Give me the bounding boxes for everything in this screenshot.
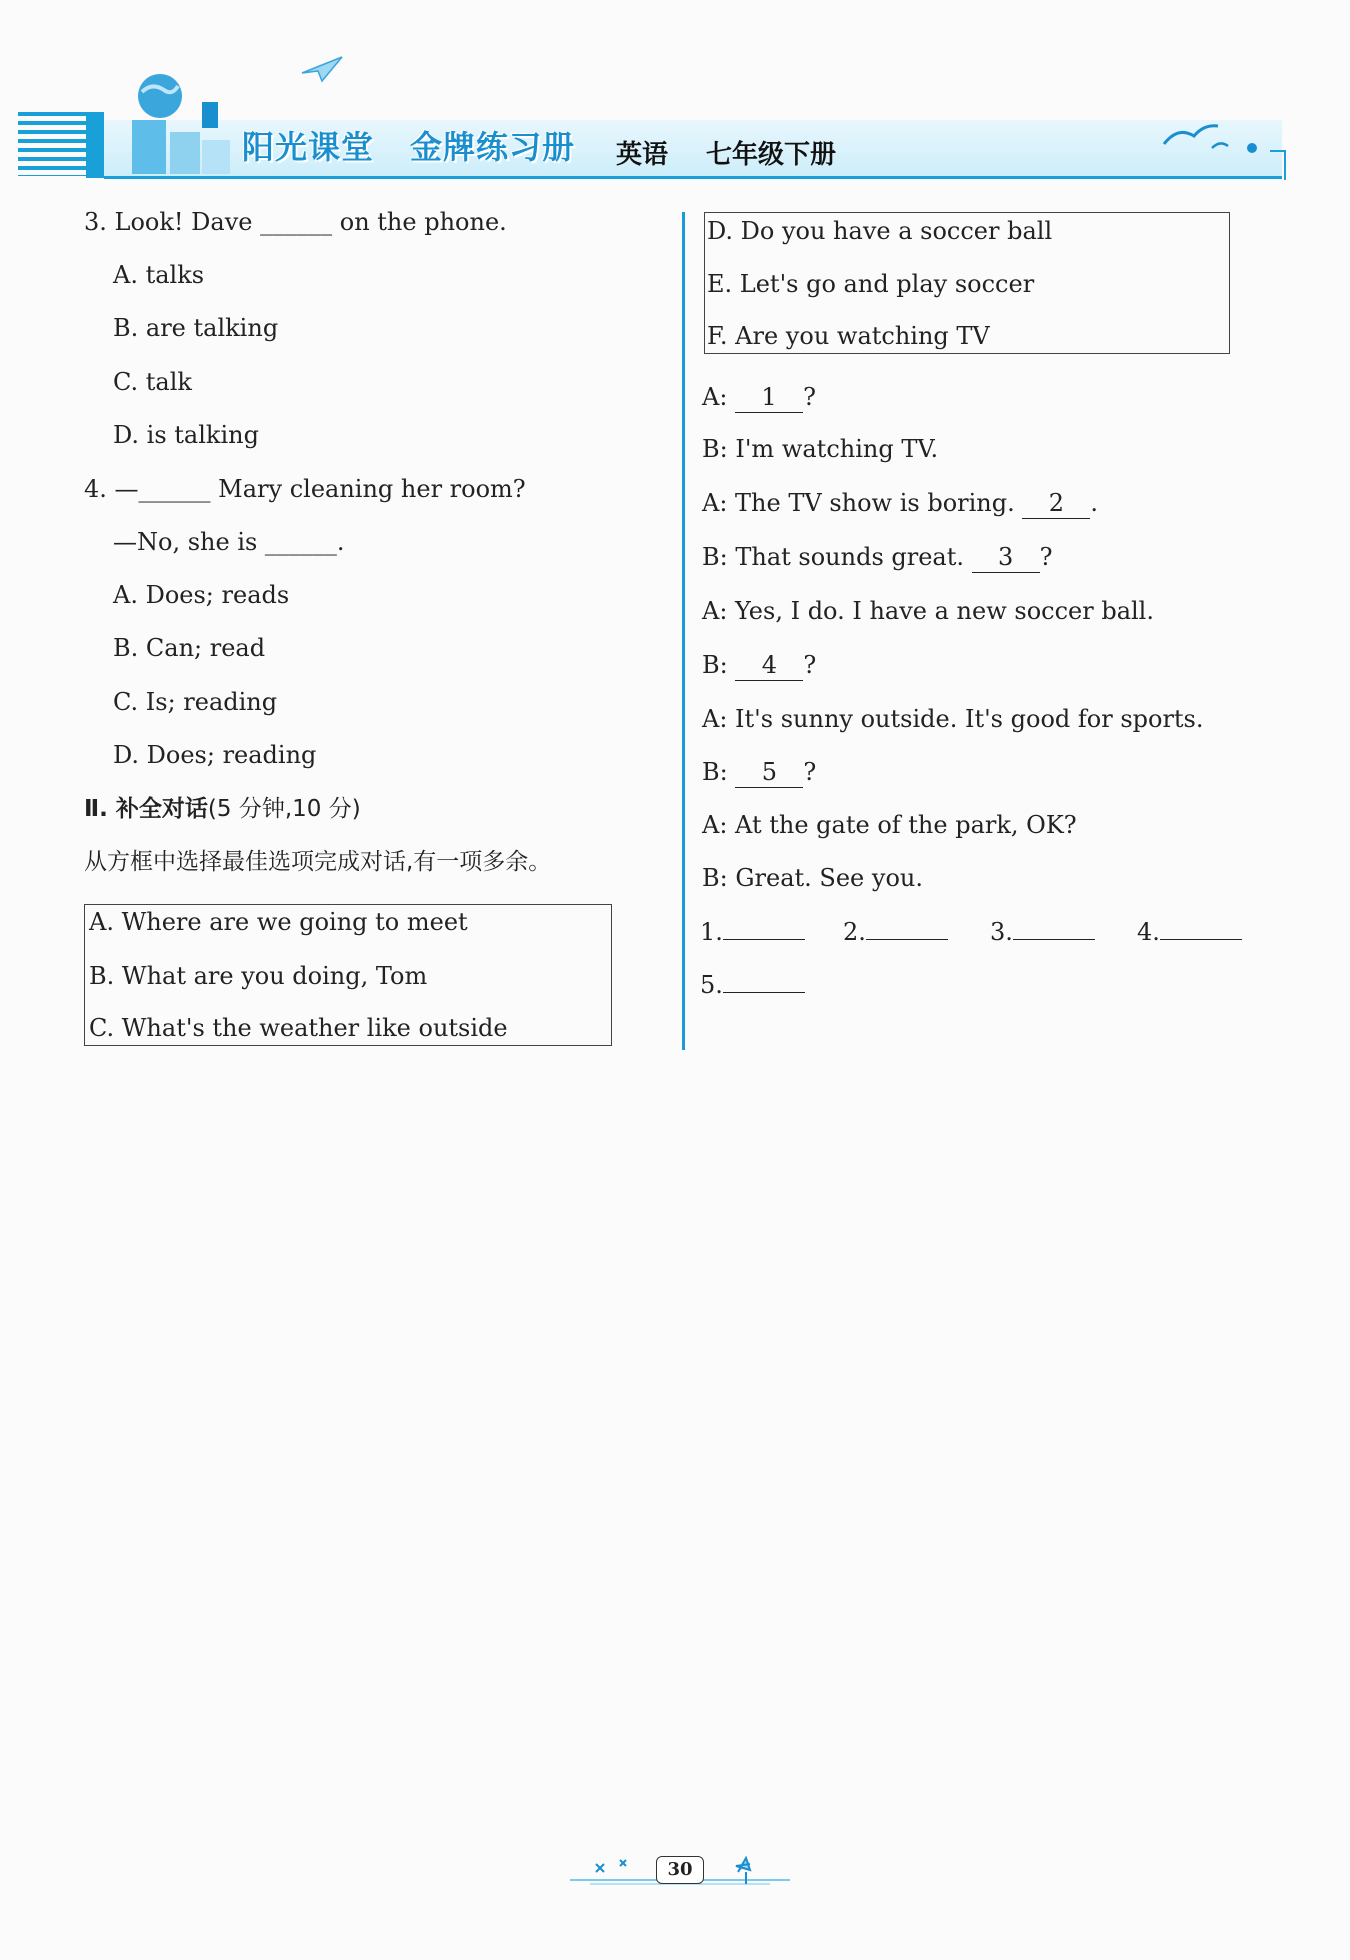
brand-name: 阳光课堂 [242,128,375,166]
answer-line-1: 1. [700,917,805,947]
answer-field-5[interactable] [723,970,805,993]
dialogue-line: A: It's sunny outside. It's good for sports. [702,705,1204,733]
page-header [0,0,1350,200]
q4-option-c: C. Is; reading [113,688,278,716]
dialogue-line: B: 4 ? [702,651,817,679]
dialogue-line: B: I'm watching TV. [702,435,939,463]
dialogue-line: B: 5 ? [702,758,817,786]
birds-icon [1160,118,1240,158]
answer-line-3: 3. [990,917,1095,947]
answer-blank-5[interactable]: 5 [735,757,803,788]
page-number: 30 [656,1856,704,1884]
q3-option-b: B. are talking [113,314,279,342]
answer-field-2[interactable] [866,917,948,940]
dialogue-line: B: That sounds great. 3 ? [702,543,1053,571]
answer-line-2: 2. [843,917,948,947]
column-divider [682,212,685,1050]
section-heading [84,794,361,824]
header-block [86,112,104,178]
dot-icon [1244,140,1260,156]
section-meta: (5 分钟,10 分) [207,796,361,822]
header-corner [1270,150,1286,180]
question-4-stem: 4. —______ Mary cleaning her room? [84,475,526,503]
answer-blank-1[interactable]: 1 [735,382,803,413]
answer-field-4[interactable] [1160,917,1242,940]
answer-line-5: 5. [700,970,805,1000]
answer-line-4: 4. [1137,917,1242,947]
header-rule [104,176,1282,179]
dialogue-line: A: 1 ? [702,383,816,411]
grade-label: 七年级下册 [706,140,837,170]
answer-field-1[interactable] [723,917,805,940]
q4-option-d: D. Does; reading [113,741,317,769]
options-box-right [704,212,1230,354]
answer-field-3[interactable] [1013,917,1095,940]
question-3-stem: 3. Look! Dave ______ on the phone. [84,208,507,236]
section-title: Ⅱ. 补全对话 [84,796,208,822]
dialogue-line: B: Great. See you. [702,864,923,892]
q3-option-a: A. talks [113,261,205,289]
subject-label: 英语 [616,140,669,170]
paper-plane-icon [300,55,344,83]
options-box-left [84,904,612,1046]
box-option-d: D. Do you have a soccer ball [707,217,1053,245]
q4-option-b: B. Can; read [113,634,266,662]
box-option-c: C. What's the weather like outside [89,1014,508,1042]
dialogue-line: A: At the gate of the park, OK? [702,811,1077,839]
brand-subtitle: 金牌练习册 [410,128,576,166]
box-option-f: F. Are you watching TV [707,322,990,350]
q4-option-a: A. Does; reads [113,581,290,609]
section-instruction: 从方框中选择最佳选项完成对话,有一项多余。 [84,849,552,875]
answer-blank-4[interactable]: 4 [735,650,803,681]
q3-option-d: D. is talking [113,421,259,449]
box-option-b: B. What are you doing, Tom [89,962,428,990]
dialogue-line: A: The TV show is boring. 2 . [702,489,1099,517]
dialogue-line: A: Yes, I do. I have a new soccer ball. [702,597,1154,625]
answer-blank-3[interactable]: 3 [972,542,1040,573]
header-stripes [18,112,88,176]
globe-logo-icon [112,62,242,178]
question-4-reply: —No, she is ______. [113,528,345,556]
page-footer [560,1850,800,1890]
box-option-a: A. Where are we going to meet [89,908,468,936]
answer-blank-2[interactable]: 2 [1022,488,1090,519]
q3-option-c: C. talk [113,368,192,396]
box-option-e: E. Let's go and play soccer [707,270,1035,298]
